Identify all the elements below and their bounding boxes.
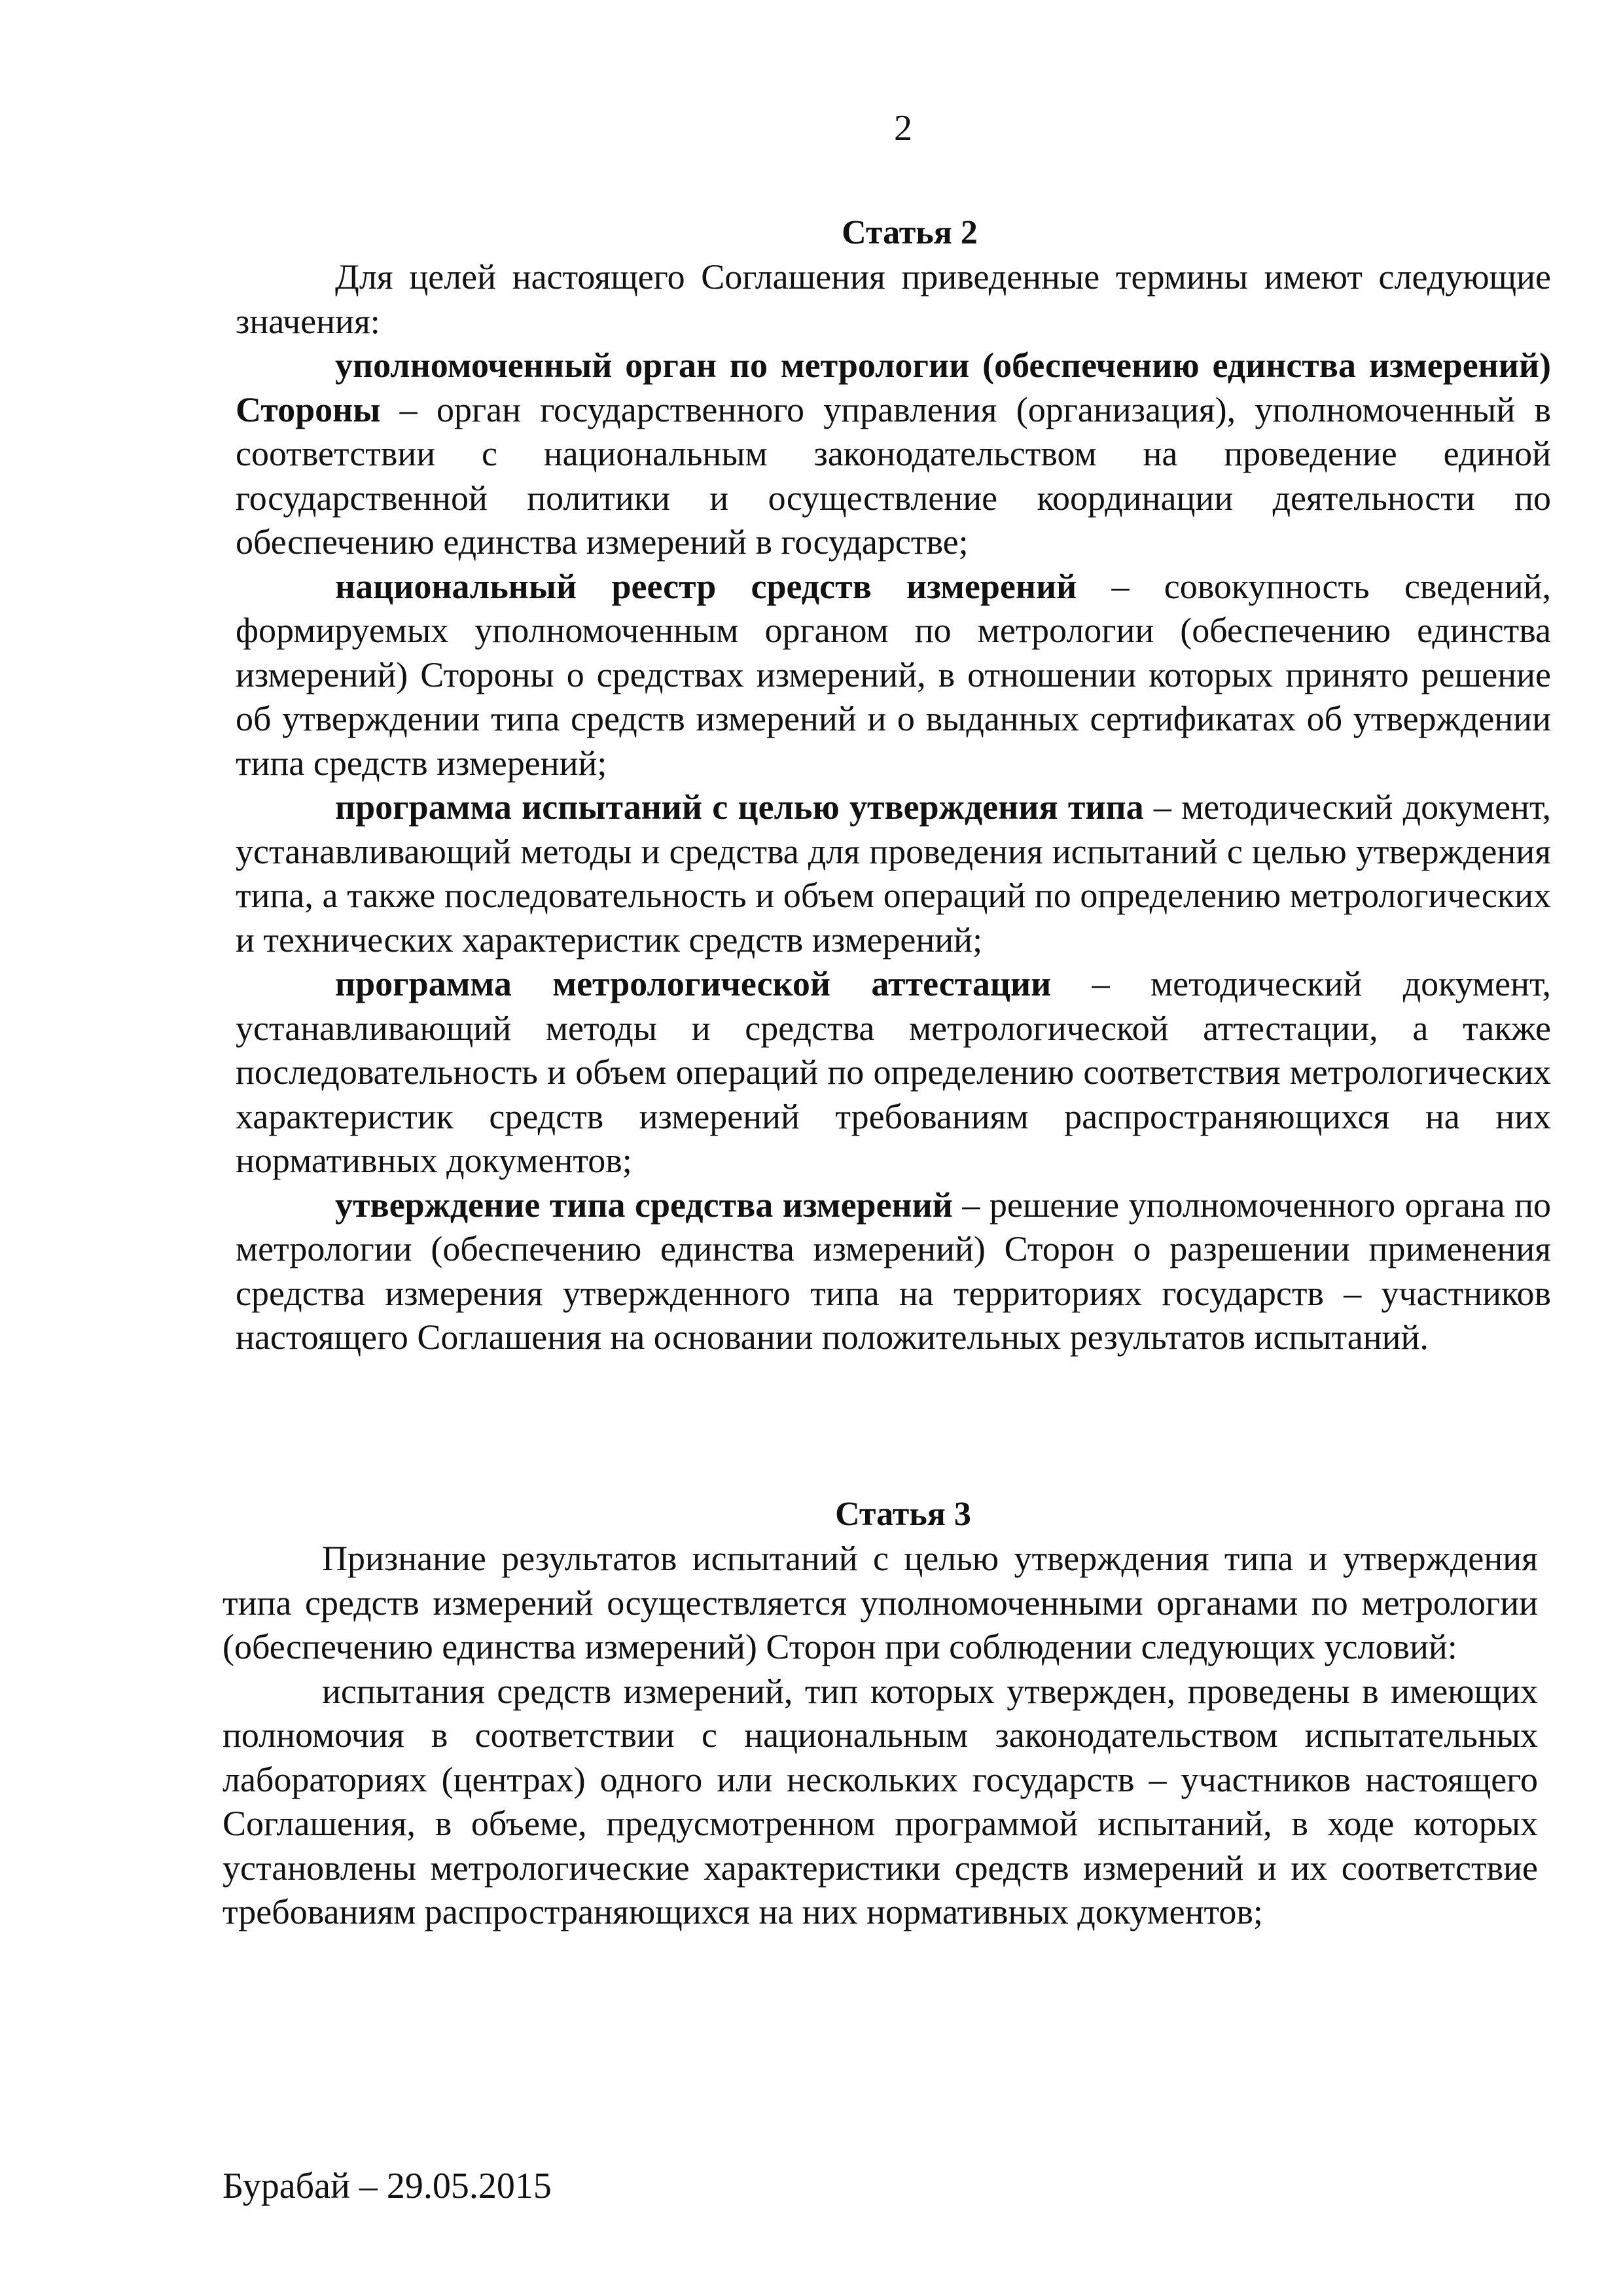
definition-authorized-body (236, 344, 1551, 565)
definition-text: – орган государственного управления (организация), уполномоченный в соответствии с национальным законодательством на проведение единой государственной политики и осуществление координации деятельности по обеспечению единства измерений в государстве; (236, 389, 1551, 562)
definition-text: – совокупность сведений, формируемых уполномоченным органом по метрологии (обеспечению единства измерений) Стороны о средствах измерений, в отношении которых принято решение об утверждении типа средств измерений и о выданных сертификатах об утверждении типа средств измерений; (236, 566, 1551, 783)
definition-term: программа метрологической аттестации (335, 964, 1052, 1003)
definition-text: – методический документ, устанавливающий методы и средства для проведения испытаний с целью утверждения типа, а также последовательность и объем операций по определению метрологических и технических характеристик средств измерений; (236, 787, 1551, 960)
definition-text: – методический документ, устанавливающий методы и средства метрологической аттестации, а также последовательность и объем операций по определению соответствия метрологических характеристик средств измерений требованиям распространяющихся на них нормативных документов; (236, 964, 1551, 1180)
definition-term: национальный реестр средств измерений (335, 566, 1077, 606)
definition-attestation-program (236, 962, 1551, 1183)
page-number: 2 (894, 108, 912, 149)
definition-term: программа испытаний с целью утверждения типа (335, 787, 1144, 827)
article-2-intro: Для целей настоящего Соглашения приведенные термины имеют следующие значения: (236, 257, 1551, 341)
definition-term: уполномоченный орган по метрологии (обеспечению единства измерений) Стороны (236, 346, 1551, 429)
article-2 (0, 211, 1623, 1360)
article-3-title: Статья 3 (835, 1496, 971, 1533)
definition-test-program (236, 785, 1551, 962)
definition-text: – решение уполномоченного органа по метрологии (обеспечению единства измерений) Сторон о разрешении применения средства измерения утвержденного типа на территориях государств – участников настоящего Соглашения на основании положительных результатов испытаний. (236, 1185, 1551, 1357)
definition-term: утверждение типа средства измерений (335, 1185, 953, 1225)
article-3-paragraph: испытания средств измерений, тип которых утвержден, проведены в имеющих полномочия в соответствии с национальным законодательством испытательных лабораториях (центрах) одного или нескольких государств – участников настоящего Соглашения, в объеме, предусмотренном программой испытаний, в ходе которых установлены метрологические характеристики средств измерений и их соответствие требованиям распространяющихся на них нормативных документов; (223, 1671, 1538, 1931)
article-3 (0, 1492, 1623, 1935)
article-2-body (236, 255, 1551, 1360)
definition-national-register (236, 565, 1551, 786)
footer-place-date: Бурабай – 29.05.2015 (223, 2166, 552, 2206)
article-3-paragraph: Признание результатов испытаний с целью утверждения типа и утверждения типа средств измерений осуществляется уполномоченными органами по метрологии (обеспечению единства измерений) Сторон при соблюдении следующих условий: (223, 1539, 1538, 1666)
article-3-body (223, 1537, 1538, 1935)
definition-type-approval (236, 1183, 1551, 1360)
article-2-title: Статья 2 (842, 214, 978, 251)
